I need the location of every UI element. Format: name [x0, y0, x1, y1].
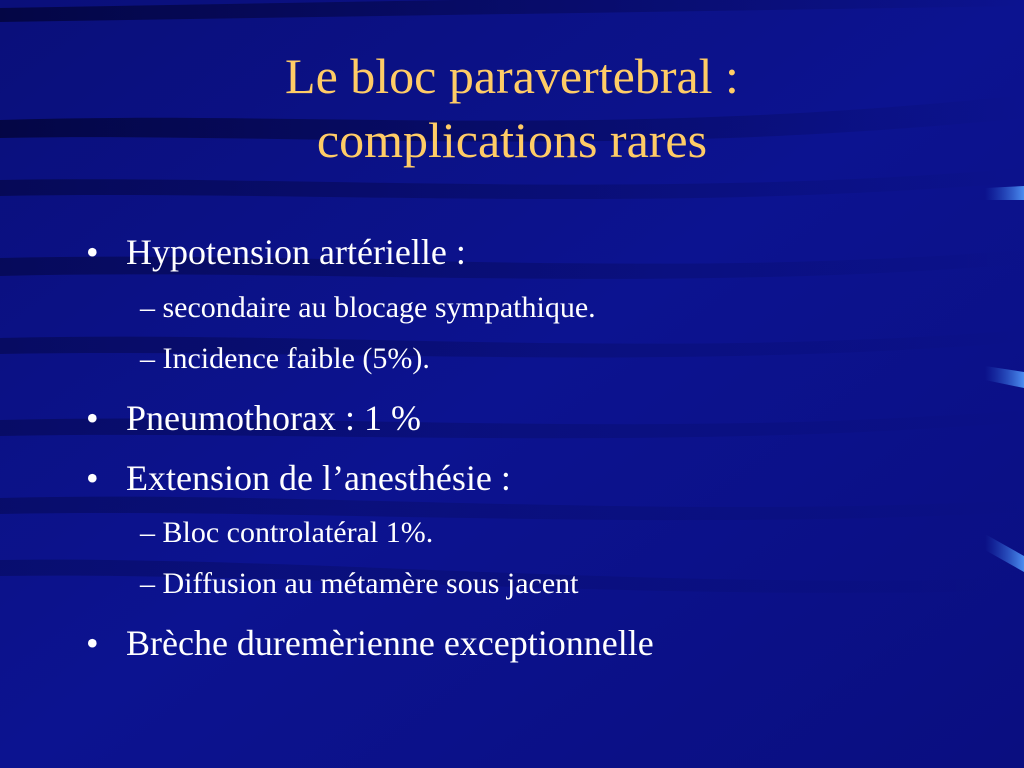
slide-title-line-1: Le bloc paravertebral :: [285, 48, 739, 104]
bullet-text: Hypotension artérielle :: [126, 232, 466, 272]
bullet-dot-icon: •: [86, 623, 99, 663]
sub-bullet-item: – Diffusion au métamère sous jacent: [140, 567, 579, 600]
sub-bullet-item: – secondaire au blocage sympathique.: [140, 291, 596, 324]
bullet-dot-icon: •: [86, 458, 99, 498]
bullet-text: Brèche duremèrienne exceptionnelle: [126, 623, 654, 663]
slide-title-line-2: complications rares: [316, 112, 708, 168]
bullet-dot-icon: •: [86, 398, 99, 438]
bullet-dot-icon: •: [86, 232, 99, 272]
sub-bullet-item: – Incidence faible (5%).: [140, 342, 430, 375]
sub-bullet-item: – Bloc controlatéral 1%.: [140, 516, 434, 549]
bullet-text: Pneumothorax : 1 %: [126, 398, 421, 438]
bullet-text: Extension de l’anesthésie :: [126, 458, 511, 498]
